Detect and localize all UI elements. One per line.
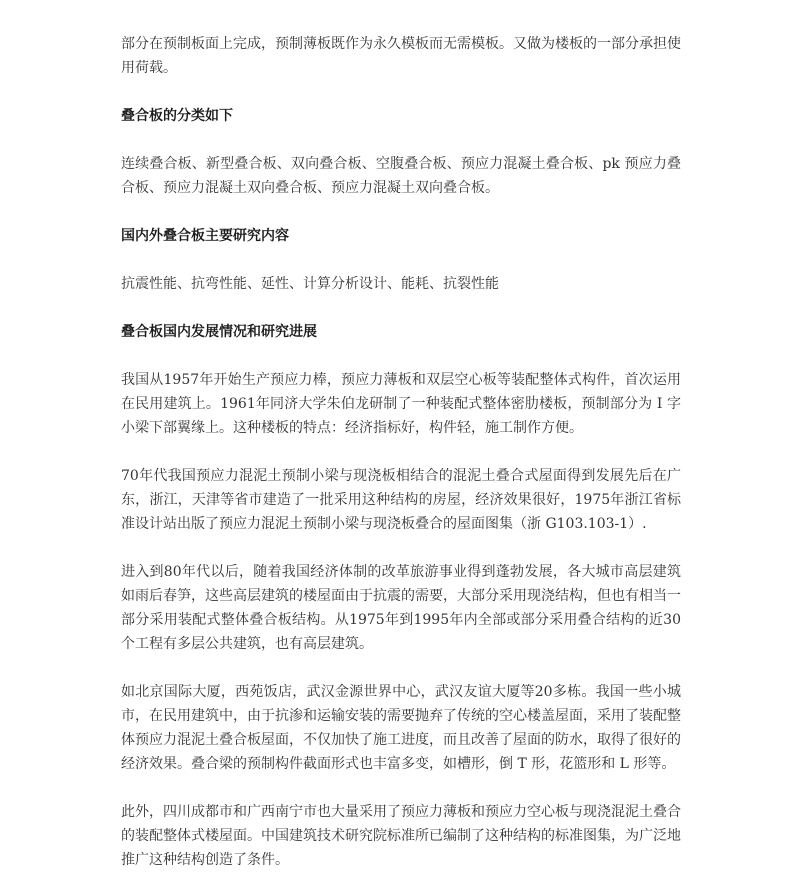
paragraph: 连续叠合板、新型叠合板、双向叠合板、空腹叠合板、预应力混凝土叠合板、pk 预应力叠合板、预应力混凝土双向叠合板、预应力混凝土双向叠合板。 bbox=[121, 156, 681, 196]
paragraph: 70年代我国预应力混泥土预制小梁与现浇板相结合的混泥土叠合式屋面得到发展先后在广东，浙江，天津等省市建造了一批采用这种结构的房屋，经济效果很好，1975年浙江省标准设计站出版了预应力混泥土预制小梁与现浇板叠合的屋面图集（浙 G103.103-1）. bbox=[121, 468, 681, 532]
section-heading: 叠合板国内发展情况和研究进展 bbox=[121, 324, 317, 340]
section-heading: 叠合板的分类如下 bbox=[121, 108, 233, 124]
paragraph: 如北京国际大厦，西苑饭店，武汉金源世界中心，武汉友谊大厦等20多栋。我国一些小城市，在民用建筑中，由于抗渗和运输安装的需要抛弃了传统的空心楼盖屋面，采用了装配整体预应力混泥土叠合板屋面，不仅加快了施工进度，而且改善了屋面的防水，取得了很好的经济效果。叠合梁的预制构件截面形式也丰富多变，如槽形，倒 T 形，花篮形和 L 形等。 bbox=[121, 684, 681, 772]
paragraph: 抗震性能、抗弯性能、延性、计算分析设计、能耗、抗裂性能 bbox=[121, 276, 499, 292]
paragraph: 此外，四川成都市和广西南宁市也大量采用了预应力薄板和预应力空心板与现浇混泥土叠合的装配整体式楼屋面。中国建筑技术研究院标准所已编制了这种结构的标准图集，为广泛地推广这种结构创造了条件。 bbox=[121, 804, 681, 868]
paragraph: 部分在预制板面上完成，预制薄板既作为永久模板而无需模板。又做为楼板的一部分承担使用荷载。 bbox=[121, 36, 681, 76]
section-heading: 国内外叠合板主要研究内容 bbox=[121, 228, 289, 244]
paragraph: 我国从1957年开始生产预应力棒，预应力薄板和双层空心板等装配整体式构件，首次运用在民用建筑上。1961年同济大学朱伯龙研制了一种装配式整体密肋楼板，预制部分为 I 字小梁下部翼缘上。这种楼板的特点：经济指标好，构件轻，施工制作方便。 bbox=[121, 372, 681, 436]
article-body bbox=[121, 32, 681, 896]
paragraph: 进入到80年代以后，随着我国经济体制的改革旅游事业得到蓬勃发展，各大城市高层建筑如雨后春笋，这些高层建筑的楼屋面由于抗震的需要，大部分采用现浇结构，但也有相当一部分采用装配式整体叠合板结构。从1975年到1995年内全部或部分采用叠合结构的近30个工程有多层公共建筑，也有高层建筑。 bbox=[121, 564, 681, 652]
